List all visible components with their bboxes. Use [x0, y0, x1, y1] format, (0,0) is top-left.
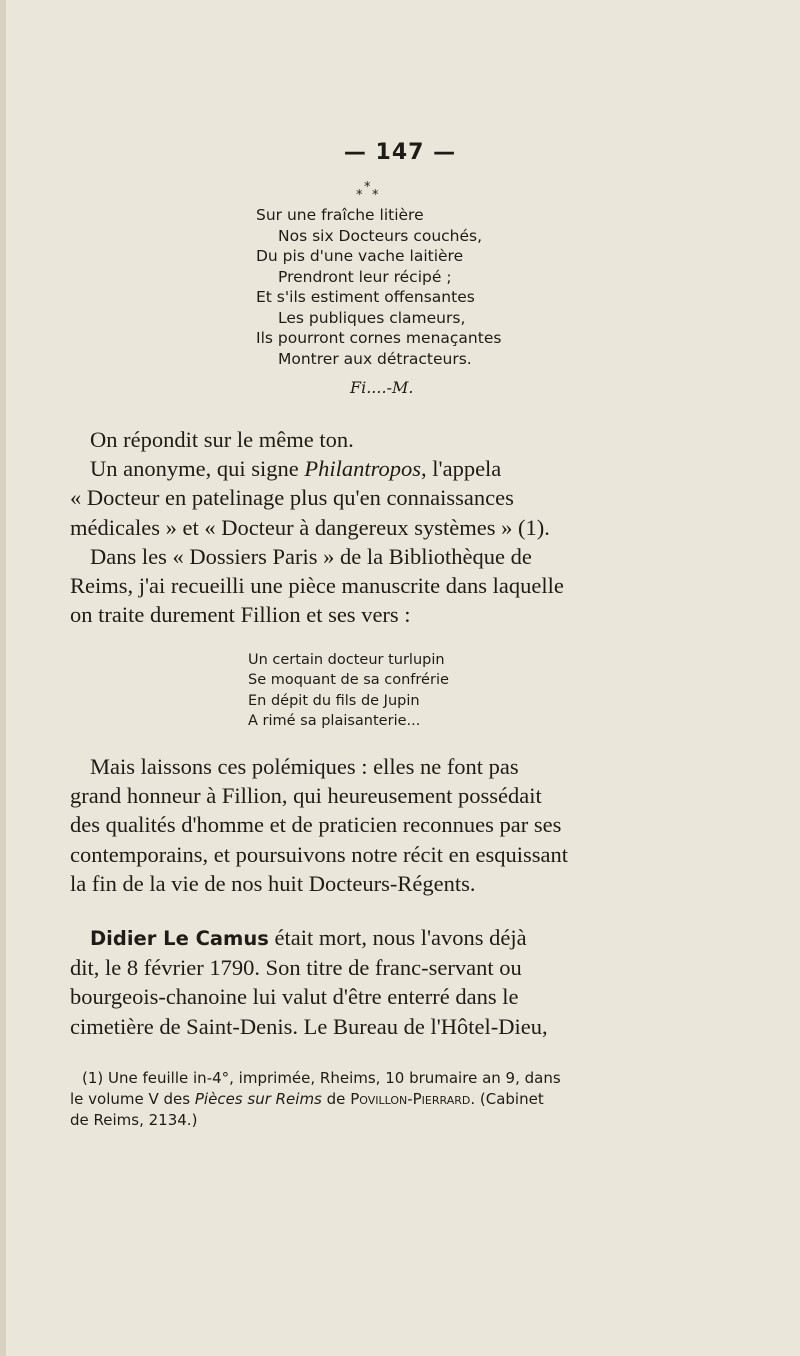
italic-name: Philantropos: [304, 456, 422, 482]
quote-line: Un certain docteur turlupin: [248, 652, 445, 668]
text-line: Dans les « Dossiers Paris » de la Bibliothèque de: [90, 543, 532, 569]
page-edge: [0, 0, 6, 1356]
text-line: Reims, j'ai recueilli une pièce manuscrite dans laquelle: [70, 573, 564, 599]
text-line: la fin de la vie de nos huit Docteurs-Régents.: [70, 870, 476, 896]
poem-line: Nos six Docteurs couchés,: [278, 226, 483, 245]
poem-line: Sur une fraîche litière: [256, 206, 424, 224]
quoted-verse: [248, 650, 449, 731]
text-line: [70, 454, 655, 483]
text-line: « Docteur en patelinage plus qu'en connaissances: [70, 485, 514, 511]
text-line: bourgeois-chanoine lui valut d'être enterré dans le: [70, 984, 519, 1010]
text-segment: . (Cabinet: [470, 1090, 544, 1108]
text-line: dit, le 8 février 1790. Son titre de franc-servant ou: [70, 955, 522, 981]
poem-line: Montrer aux détracteurs.: [278, 349, 472, 368]
quote-line: Se moquant de sa confrérie: [248, 672, 449, 689]
text-segment: de: [321, 1090, 351, 1108]
paragraph-3: [70, 923, 655, 1041]
paragraph-2: [70, 752, 655, 898]
text-segment: , l'appela: [421, 456, 502, 482]
text-line: on traite durement Fillion et ses vers :: [70, 602, 411, 628]
poem: [256, 205, 501, 369]
poem-line: Du pis d'une vache laitière: [256, 247, 464, 265]
text-line: [70, 923, 655, 953]
quote-line: En dépit du fils de Jupin: [248, 692, 420, 709]
asterism-star-left: *: [356, 188, 363, 203]
footnote-line: de Reims, 2134.): [70, 1111, 198, 1129]
text-line: médicales » et « Docteur à dangereux systèmes » (1).: [70, 514, 550, 540]
text-segment: Un anonyme, qui signe: [90, 456, 305, 482]
footnote-line: [70, 1089, 655, 1110]
page-number: — 147 —: [343, 140, 457, 165]
text-segment: le volume V des: [70, 1090, 195, 1108]
author-name: Povillon-Pierrard: [350, 1090, 471, 1108]
text-line: des qualités d'homme et de praticien reconnues par ses: [70, 812, 562, 838]
asterism-star-right: *: [372, 188, 379, 203]
paragraph-1: [70, 425, 655, 629]
text-segment: était mort, nous l'avons déjà: [268, 925, 527, 950]
text-line: grand honneur à Fillion, qui heureusement possédait: [70, 783, 542, 809]
poem-line: Prendront leur récipé ;: [278, 267, 452, 286]
poem-line: Ils pourront cornes menaçantes: [256, 329, 502, 347]
person-name: Didier Le Camus: [90, 927, 269, 950]
asterism-star-top: *: [364, 180, 371, 195]
footnote-line: (1) Une feuille in-4°, imprimée, Rheims, 10 brumaire an 9, dans: [82, 1069, 561, 1087]
footnote: [70, 1068, 655, 1131]
poem-signature: Fi....-M.: [350, 378, 414, 397]
poem-line: Les publiques clameurs,: [278, 308, 466, 327]
text-line: On répondit sur le même ton.: [90, 427, 354, 452]
poem-line: Et s'ils estiment offensantes: [256, 288, 475, 306]
italic-title: Pièces sur Reims: [194, 1090, 322, 1108]
quote-line: A rimé sa plaisanterie...: [248, 712, 421, 729]
asterism-separator: [350, 180, 390, 202]
text-line: contemporains, et poursuivons notre récit en esquissant: [70, 841, 569, 867]
text-line: Mais laissons ces polémiques : elles ne font pas: [90, 754, 519, 779]
text-line: cimetière de Saint-Denis. Le Bureau de l'Hôtel-Dieu,: [70, 1013, 548, 1039]
